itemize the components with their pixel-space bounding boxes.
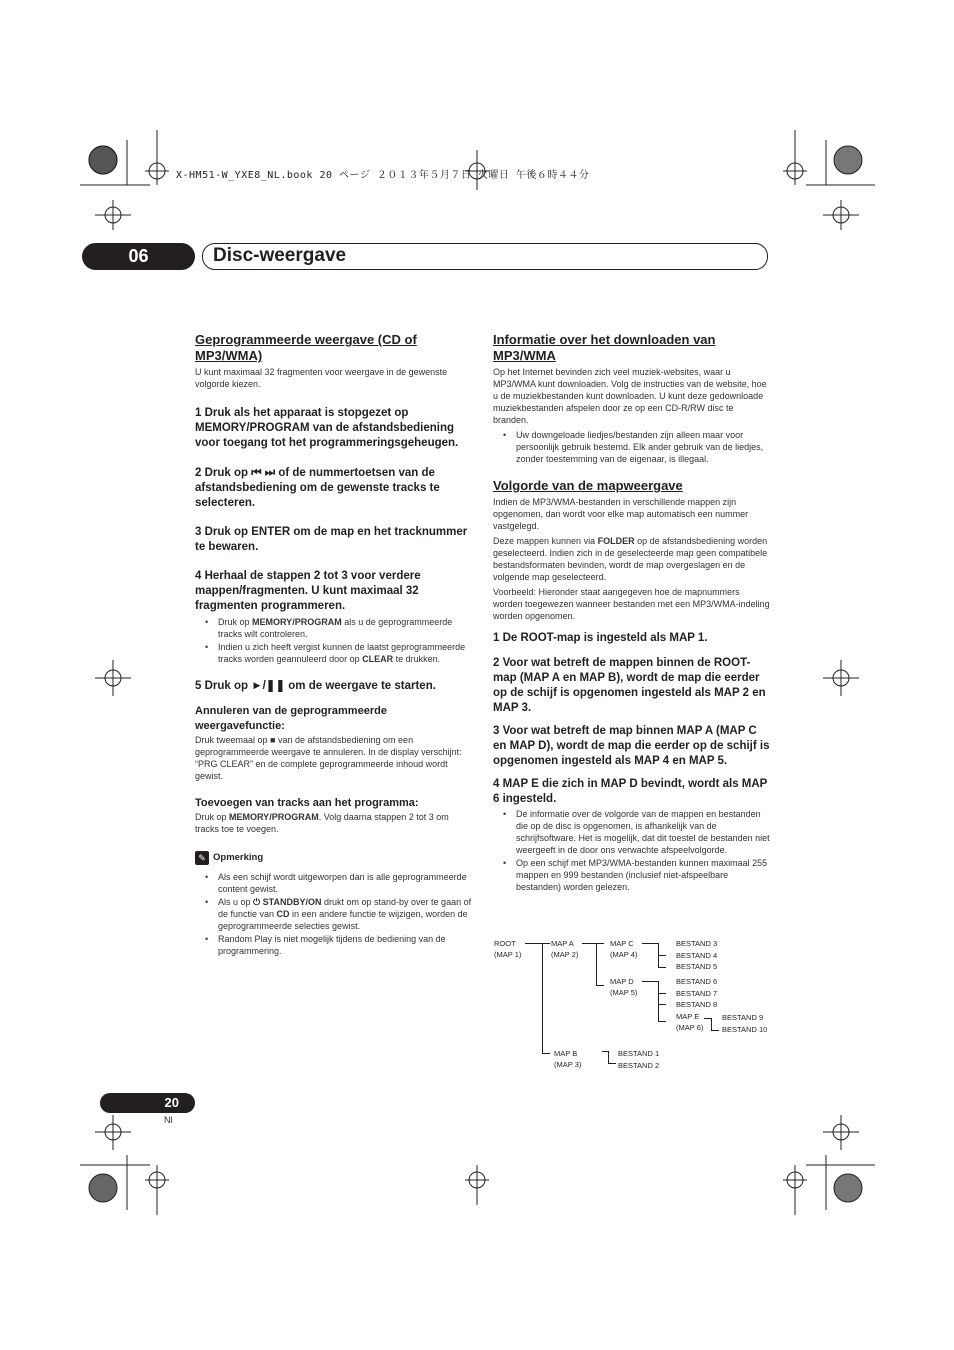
- folder-tree-diagram: [492, 938, 772, 1078]
- step-1: 1 Druk als het apparaat is stopgezet op MEMORY/PROGRAM van de afstandsbediening voor toegang tot het programmeringsgeheugen.: [195, 407, 459, 449]
- tree-map-d: MAP D: [610, 977, 634, 986]
- tree-map-e: MAP E: [676, 1012, 700, 1021]
- add-tracks-text: Druk op MEMORY/PROGRAM. Volg daarna stappen 2 tot 3 om tracks toe te voegen.: [195, 812, 449, 834]
- page-number: 20: [164, 1095, 179, 1110]
- step-3: 3 Druk op ENTER om de map en het tracknummer te bewaren.: [195, 526, 468, 553]
- heading-cancel: Annuleren van de geprogrammeerde weergavefunctie:: [195, 705, 387, 732]
- tree-map-c-num: (MAP 4): [610, 950, 638, 959]
- folder-bullet-1: • De informatie over de volgorde van de mappen en bestanden die op de disc is opgenomen, is afhankelijk van de schrijfsoftware. Het is mogelijk, dat dit toestel de bestanden niet weergeeft in de door ons verwachte afspeelvolgorde.: [493, 808, 770, 856]
- intro-text: U kunt maximaal 32 fragmenten voor weergave in de gewenste volgorde kiezen.: [195, 367, 448, 389]
- folder-step-4: 4 MAP E die zich in MAP D bevindt, wordt als MAP 6 ingesteld.: [493, 778, 768, 805]
- tree-map-b-num: (MAP 3): [554, 1060, 582, 1069]
- heading-download-info: Informatie over het downloaden van MP3/WMA: [493, 332, 716, 363]
- cancel-text: Druk tweemaal op ■ van de afstandsbediening om een geprogrammeerde weergave te annuleren. In de display verschijnt: “PRG CLEAR” en de complete geprogrammeerde inhoud wordt gewist.: [195, 735, 462, 781]
- tree-map-e-num: (MAP 6): [676, 1023, 704, 1032]
- tree-file-2: BESTAND 2: [618, 1061, 660, 1070]
- chapter-title: Disc-weergave: [213, 245, 347, 266]
- folder-para-2: Deze mappen kunnen via FOLDER op de afstandsbediening worden geselecteerd. Indien zich in de geselecteerde map geen compatibele bestandsformaten bevinden, wordt de map overgeslagen en de volgende map geselecteerd.: [493, 536, 768, 582]
- tree-file-8: BESTAND 8: [676, 1000, 718, 1009]
- download-bullet: • Uw downgeloade liedjes/bestanden zijn alleen maar voor persoonlijk gebruik bestemd. Elk ander gebruik van de liedjes, zonder toestemming van de eigenaar, is illegaal.: [493, 429, 770, 465]
- tree-file-1: BESTAND 1: [618, 1049, 660, 1058]
- tree-file-6: BESTAND 6: [676, 977, 718, 986]
- heading-programmed-play: Geprogrammeerde weergave (CD of MP3/WMA): [195, 332, 417, 363]
- tree-map-c: MAP C: [610, 939, 634, 948]
- bullet-check-program: • Druk op MEMORY/PROGRAM als u de geprogrammeerde tracks wilt controleren.: [195, 616, 472, 640]
- tree-file-5: BESTAND 5: [676, 962, 718, 971]
- page-number-badge: [100, 1093, 195, 1113]
- tree-file-10: BESTAND 10: [722, 1025, 768, 1034]
- note-3: • Random Play is niet mogelijk tijdens de bediening van de programmering.: [195, 933, 472, 957]
- tree-file-3: BESTAND 3: [676, 939, 718, 948]
- right-column: [493, 332, 770, 893]
- download-info-text: Op het Internet bevinden zich veel muziek-websites, waar u MP3/WMA kunt downloaden. Volg de instructies van de website, hoe u de muziekbestanden kunt downloaden. U kunt deze gedownloade muziekbestanden afspelen door ze op een CD-R/RW disc te branden.: [493, 367, 767, 425]
- tree-root-num: (MAP 1): [494, 950, 522, 959]
- tree-file-4: BESTAND 4: [676, 951, 718, 960]
- tree-map-a: MAP A: [551, 939, 574, 948]
- folder-step-3: 3 Voor wat betreft de map binnen MAP A (MAP C en MAP D), wordt de map die eerder op de schijf is opgenomen ingesteld als MAP 4 en MAP 5.: [493, 725, 770, 767]
- step-4: 4 Herhaal de stappen 2 tot 3 voor verdere mappen/fragmenten. U kunt maximaal 32 fragmenten programmeren.: [195, 570, 421, 612]
- left-column: [195, 332, 472, 957]
- heading-add-tracks: Toevoegen van tracks aan het programma:: [195, 797, 419, 809]
- note-1: • Als een schijf wordt uitgeworpen dan is alle geprogrammeerde content gewist.: [195, 871, 472, 895]
- folder-bullet-2: • Op een schijf met MP3/WMA-bestanden kunnen maximaal 255 mappen en 999 bestanden (inclusief niet-afspeelbare bestanden) worden gelezen.: [493, 857, 770, 893]
- page-language: Nl: [164, 1115, 173, 1125]
- folder-para-3: Voorbeeld: Hieronder staat aangegeven hoe de mapnummers worden toegewezen wanneer bestanden met een MP3/WMA-indeling worden opgenomen.: [493, 587, 770, 621]
- note-header: ✎ Opmerking: [195, 849, 472, 867]
- tree-map-b: MAP B: [554, 1049, 578, 1058]
- heading-folder-order: Volgorde van de mapweergave: [493, 478, 683, 493]
- print-file-info: X-HM51-W_YXE8_NL.book 20 ページ ２０１３年５月７日 火曜日 午後６時４４分: [176, 170, 590, 181]
- folder-step-2: 2 Voor wat betreft de mappen binnen de ROOT-map (MAP A en MAP B), wordt de map die eerder op de schijf is opgenomen ingesteld als MAP 2 en MAP 3.: [493, 657, 766, 714]
- note-pen-icon: ✎: [195, 851, 209, 865]
- chapter-number: 06: [82, 243, 195, 270]
- folder-para-1: Indien de MP3/WMA-bestanden in verschillende mappen zijn opgenomen, dan wordt voor elke map automatisch een nummer vastgelegd.: [493, 497, 749, 531]
- step-5: 5 Druk op ►/❚❚ om de weergave te starten.: [195, 680, 436, 692]
- note-2: • Als u op ⏻ STANDBY/ON drukt om op stand-by over te gaan of de functie van CD in een andere functie te wijzigen, worden de geprogrammeerde selecties gewist.: [195, 896, 472, 932]
- folder-step-1: 1 De ROOT-map is ingesteld als MAP 1.: [493, 632, 708, 644]
- tree-file-7: BESTAND 7: [676, 989, 718, 998]
- tree-root: ROOT: [494, 939, 516, 948]
- tree-file-9: BESTAND 9: [722, 1013, 764, 1022]
- tree-map-d-num: (MAP 5): [610, 988, 638, 997]
- step-2: 2 Druk op ⏮ ⏭ of de nummertoetsen van de afstandsbediening om de gewenste tracks te selecteren.: [195, 467, 440, 509]
- bullet-clear: • Indien u zich heeft vergist kunnen de laatst geprogrammeerde tracks worden geannuleerd door op CLEAR te drukken.: [195, 641, 472, 665]
- tree-map-a-num: (MAP 2): [551, 950, 579, 959]
